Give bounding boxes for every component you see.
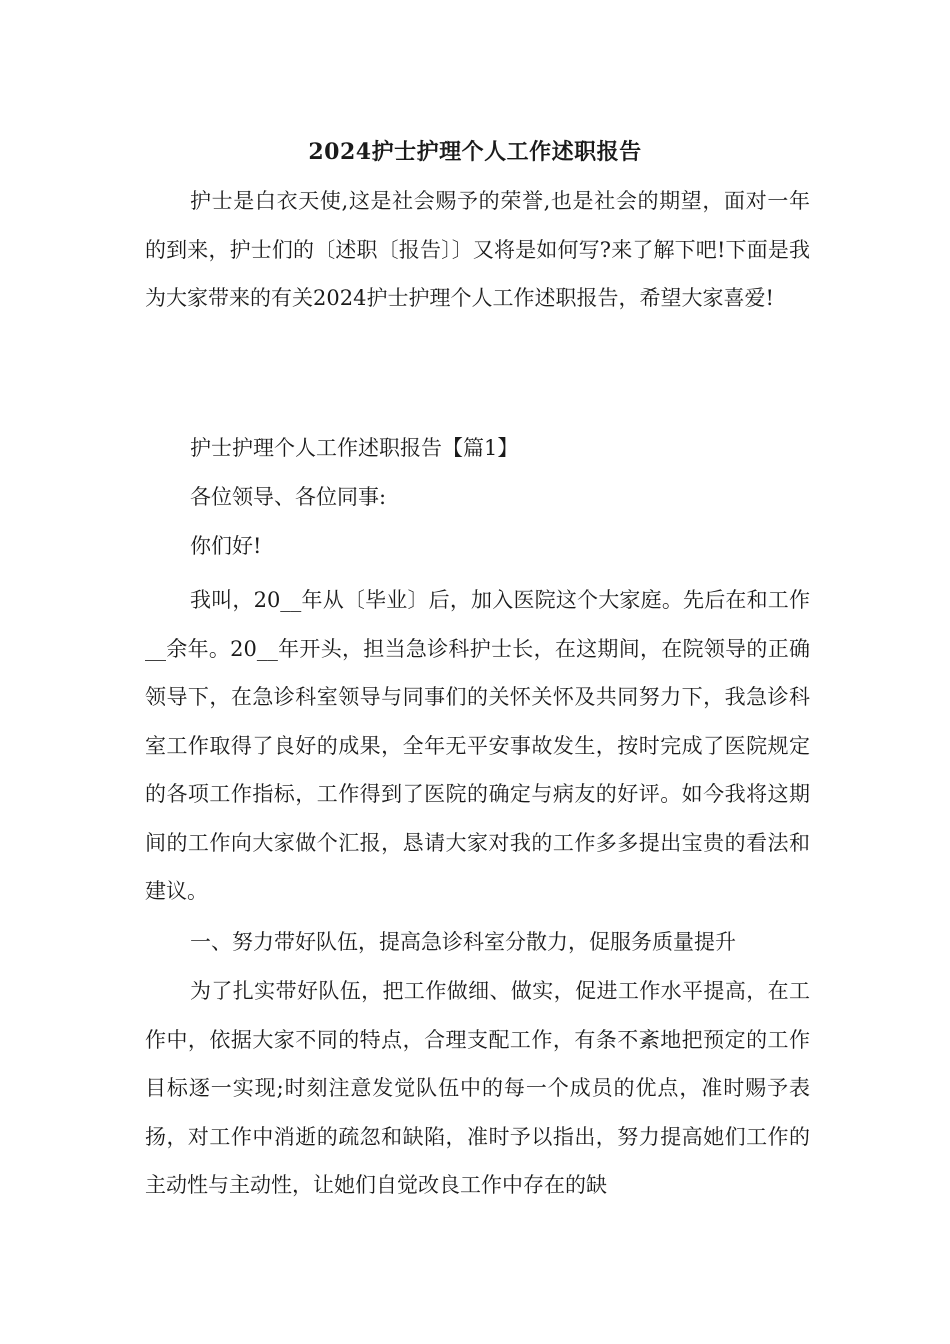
subsection-heading-1: 一、努力带好队伍，提高急诊科室分散力，促服务质量提升 xyxy=(190,930,736,954)
document-title: 2024护士护理个人工作述职报告 xyxy=(308,139,642,165)
section-heading-part1: 护士护理个人工作述职报告【篇1】 xyxy=(190,436,519,460)
hello-line: 你们好! xyxy=(190,534,262,558)
body-paragraph-2: 为了扎实带好队伍，把工作做细、做实，促进工作水平提高，在工作中，依据大家不同的特点，合理支配工作，有条不紊地把预定的工作目标逐一实现;时刻注意发觉队伍中的每一个成员的优点，准时赐予表扬，对工作中消逝的疏忽和缺陷，准时予以指出，努力提高她们工作的主动性与主动性，让她们自觉改良工作中存在的缺 xyxy=(145,979,810,1197)
greeting-line: 各位领导、各位同事: xyxy=(190,485,387,509)
body-paragraph-1: 我叫，20__年从〔毕业〕后，加入医院这个大家庭。先后在和工作__余年。20__年开头，担当急诊科护士长，在这期间，在院领导的正确领导下，在急诊科室领导与同事们的关怀关怀及共同努力下，我急诊科室工作取得了良好的成果，全年无平安事故发生，按时完成了医院规定的各项工作指标，工作得到了医院的确定与病友的好评。如今我将这期间的工作向大家做个汇报，恳请大家对我的工作多多提出宝贵的看法和建议。 xyxy=(145,588,810,903)
intro-paragraph: 护士是白衣天使,这是社会赐予的荣誉,也是社会的期望，面对一年的到来，护士们的〔述职〔报告〕〕又将是如何写?来了解下吧!下面是我为大家带来的有关2024护士护理个人工作述职报告，希望大家喜爱! xyxy=(145,189,810,310)
